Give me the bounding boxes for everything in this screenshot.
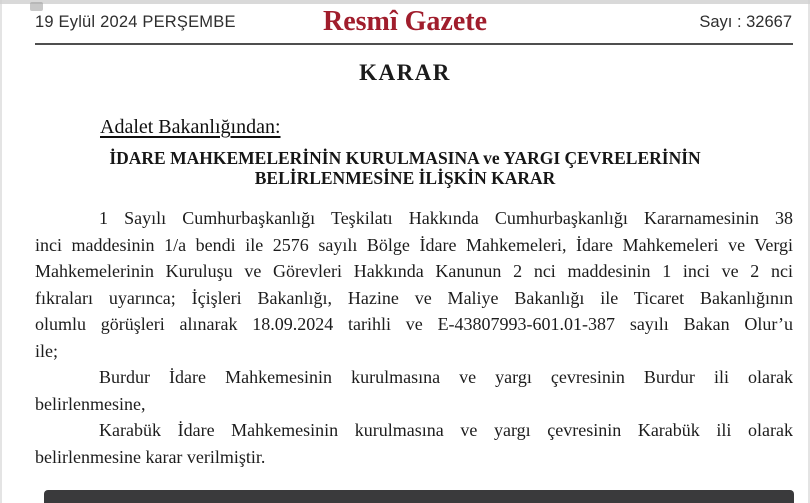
text-line: 1 Sayılı Cumhurbaşkanlığı Teşkilatı Hakkında Cumhurbaşkanlığı Kararnamesinin 38 <box>99 208 793 228</box>
text-line: Burdur İdare Mahkemesinin kurulmasına ve yargı çevresinin Burdur ili olarak <box>99 367 793 387</box>
scan-bottom-bar-artifact <box>44 490 794 503</box>
authority-line <box>100 116 810 139</box>
header-rule <box>35 43 793 45</box>
decision-content <box>0 60 810 470</box>
text-line: olumlu görüşleri alınarak 18.09.2024 tarihli ve E-43807993-601.01-387 sayılı Bakan Olur’u <box>35 314 793 334</box>
text-line: ile; <box>35 340 58 361</box>
masthead-title: Resmî Gazete <box>322 6 488 37</box>
text-line: Karabük İdare Mahkemesinin kurulmasına ve yargı çevresinin Karabük ili olarak <box>99 420 793 440</box>
text-line: inci maddesinin 1/a bendi ile 2576 sayılı Bölge İdare Mahkemeleri, İdare Mahkemeleri ve Vergi <box>35 234 793 255</box>
decision-title-line2: BELİRLENMESİNE İLİŞKİN KARAR <box>254 168 556 188</box>
text-line: belirlenmesine, <box>35 393 146 414</box>
gazette-date: 19 Eylül 2024 PERŞEMBE <box>35 13 236 31</box>
decision-title-line1: İDARE MAHKEMELERİNİN KURULMASINA ve YARGI ÇEVRELERİNİN <box>109 148 701 168</box>
text-line: fıkraları uyarınca; İçişleri Bakanlığı, Hazine ve Maliye Bakanlığı ile Ticaret Bakanlığının <box>35 287 793 308</box>
text-line: Mahkemelerinin Kuruluşu ve Görevleri Hakkında Kanunun 2 nci maddesinin 1 inci ve 2 nci <box>35 261 793 281</box>
authority-name: Adalet Bakanlığından: <box>100 116 281 138</box>
section-heading: KARAR <box>359 60 451 85</box>
text-line: belirlenmesine karar verilmiştir. <box>35 446 266 467</box>
decision-body <box>35 205 793 470</box>
gazette-header <box>0 0 810 43</box>
issue-number: Sayı : 32667 <box>699 13 792 31</box>
